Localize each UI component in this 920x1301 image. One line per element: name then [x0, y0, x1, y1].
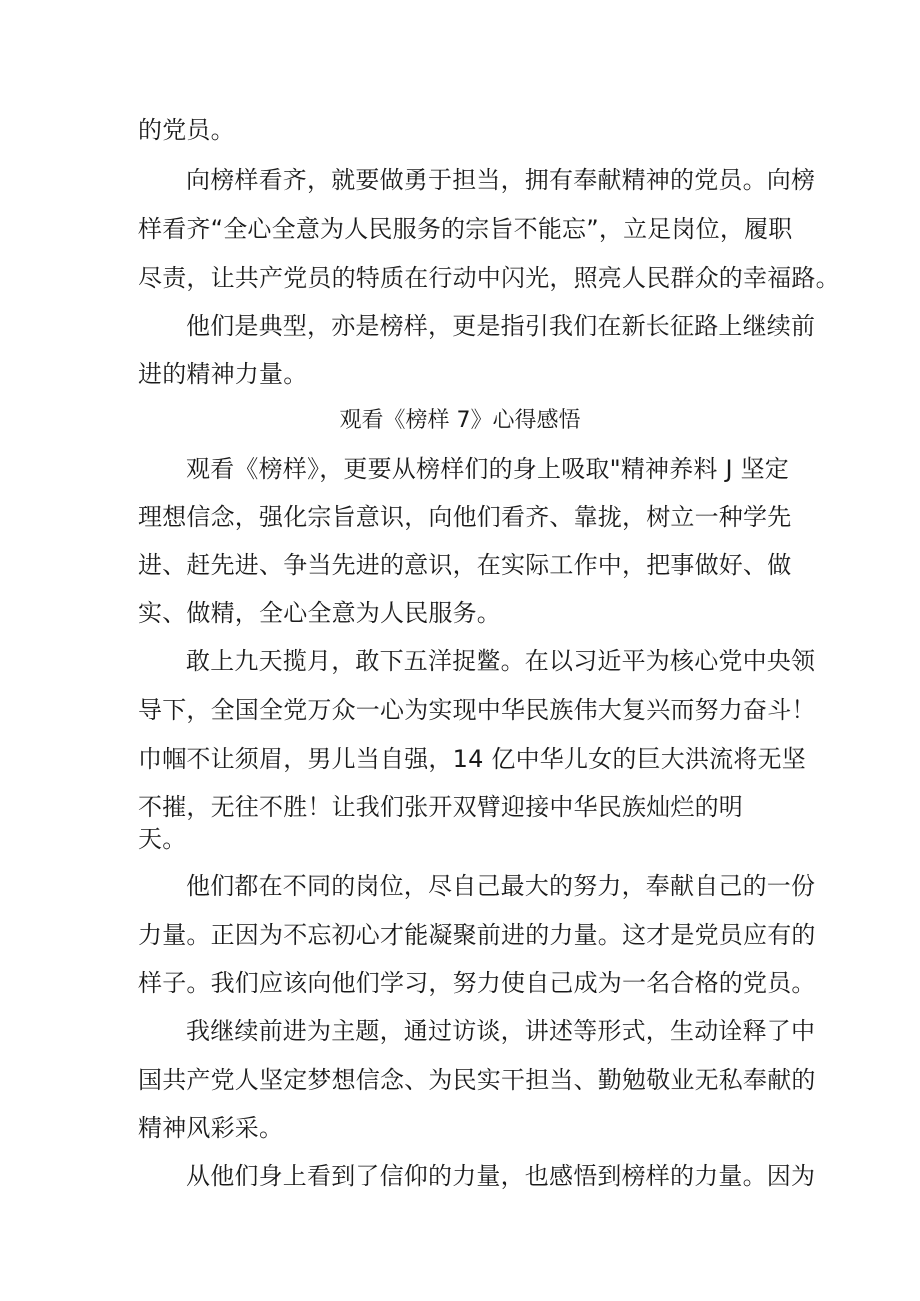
text-line: 的党员。 [138, 116, 235, 144]
text-line: 进、赶先进、争当先进的意识，在实际工作中，把事做好、做 [138, 551, 792, 579]
text-line: 巾帼不让须眉，男儿当自强，14 亿中华儿女的巨大洪流将无坚 [138, 745, 806, 773]
text-line: 尽责，让共产党员的特质在行动中闪光，照亮人民群众的幸福路。 [138, 264, 840, 292]
text-line: 理想信念，强化宗旨意识，向他们看齐、靠拢，树立一种学先 [138, 503, 792, 531]
text-line: 他们是典型，亦是榜样，更是指引我们在新长征路上继续前 [186, 312, 816, 340]
text-line: 国共产党人坚定梦想信念、为民实干担当、勤勉敬业无私奉献的 [138, 1066, 816, 1094]
text-line: 实、做精，全心全意为人民服务。 [138, 599, 501, 627]
text-line: 样看齐“全心全意为人民服务的宗旨不能忘”，立足岗位，履职 [138, 215, 793, 243]
text-line: 天。 [138, 825, 187, 853]
text-line: 观看《榜样》，更要从榜样们的身上吸取"精神养料 J 坚定 [186, 455, 789, 483]
text-line: 我继续前进为主题，通过访谈，讲述等形式，生动诠释了中 [186, 1017, 816, 1045]
section-title: 观看《榜样 7》心得感悟 [339, 408, 581, 433]
text-line: 向榜样看齐，就要做勇于担当，拥有奉献精神的党员。向榜 [186, 166, 816, 194]
text-line: 导下，全国全党万众一心为实现中华民族伟大复兴而努力奋斗！ [138, 696, 816, 724]
text-line: 从他们身上看到了信仰的力量，也感悟到榜样的力量。因为 [186, 1162, 816, 1190]
text-line: 力量。正因为不忘初心才能凝聚前进的力量。这才是党员应有的 [138, 921, 816, 949]
text-line: 敢上九天揽月，敢下五洋捉鳖。在以习近平为核心党中央领 [186, 647, 816, 675]
text-line: 进的精神力量。 [138, 360, 308, 388]
text-line: 样子。我们应该向他们学习，努力使自己成为一名合格的党员。 [138, 969, 816, 997]
text-line: 他们都在不同的岗位，尽自己最大的努力，奉献自己的一份 [186, 872, 816, 900]
text-line: 不摧，无往不胜！让我们张开双臂迎接中华民族灿烂的明 [138, 793, 743, 821]
text-line: 精神风彩采。 [138, 1114, 284, 1142]
